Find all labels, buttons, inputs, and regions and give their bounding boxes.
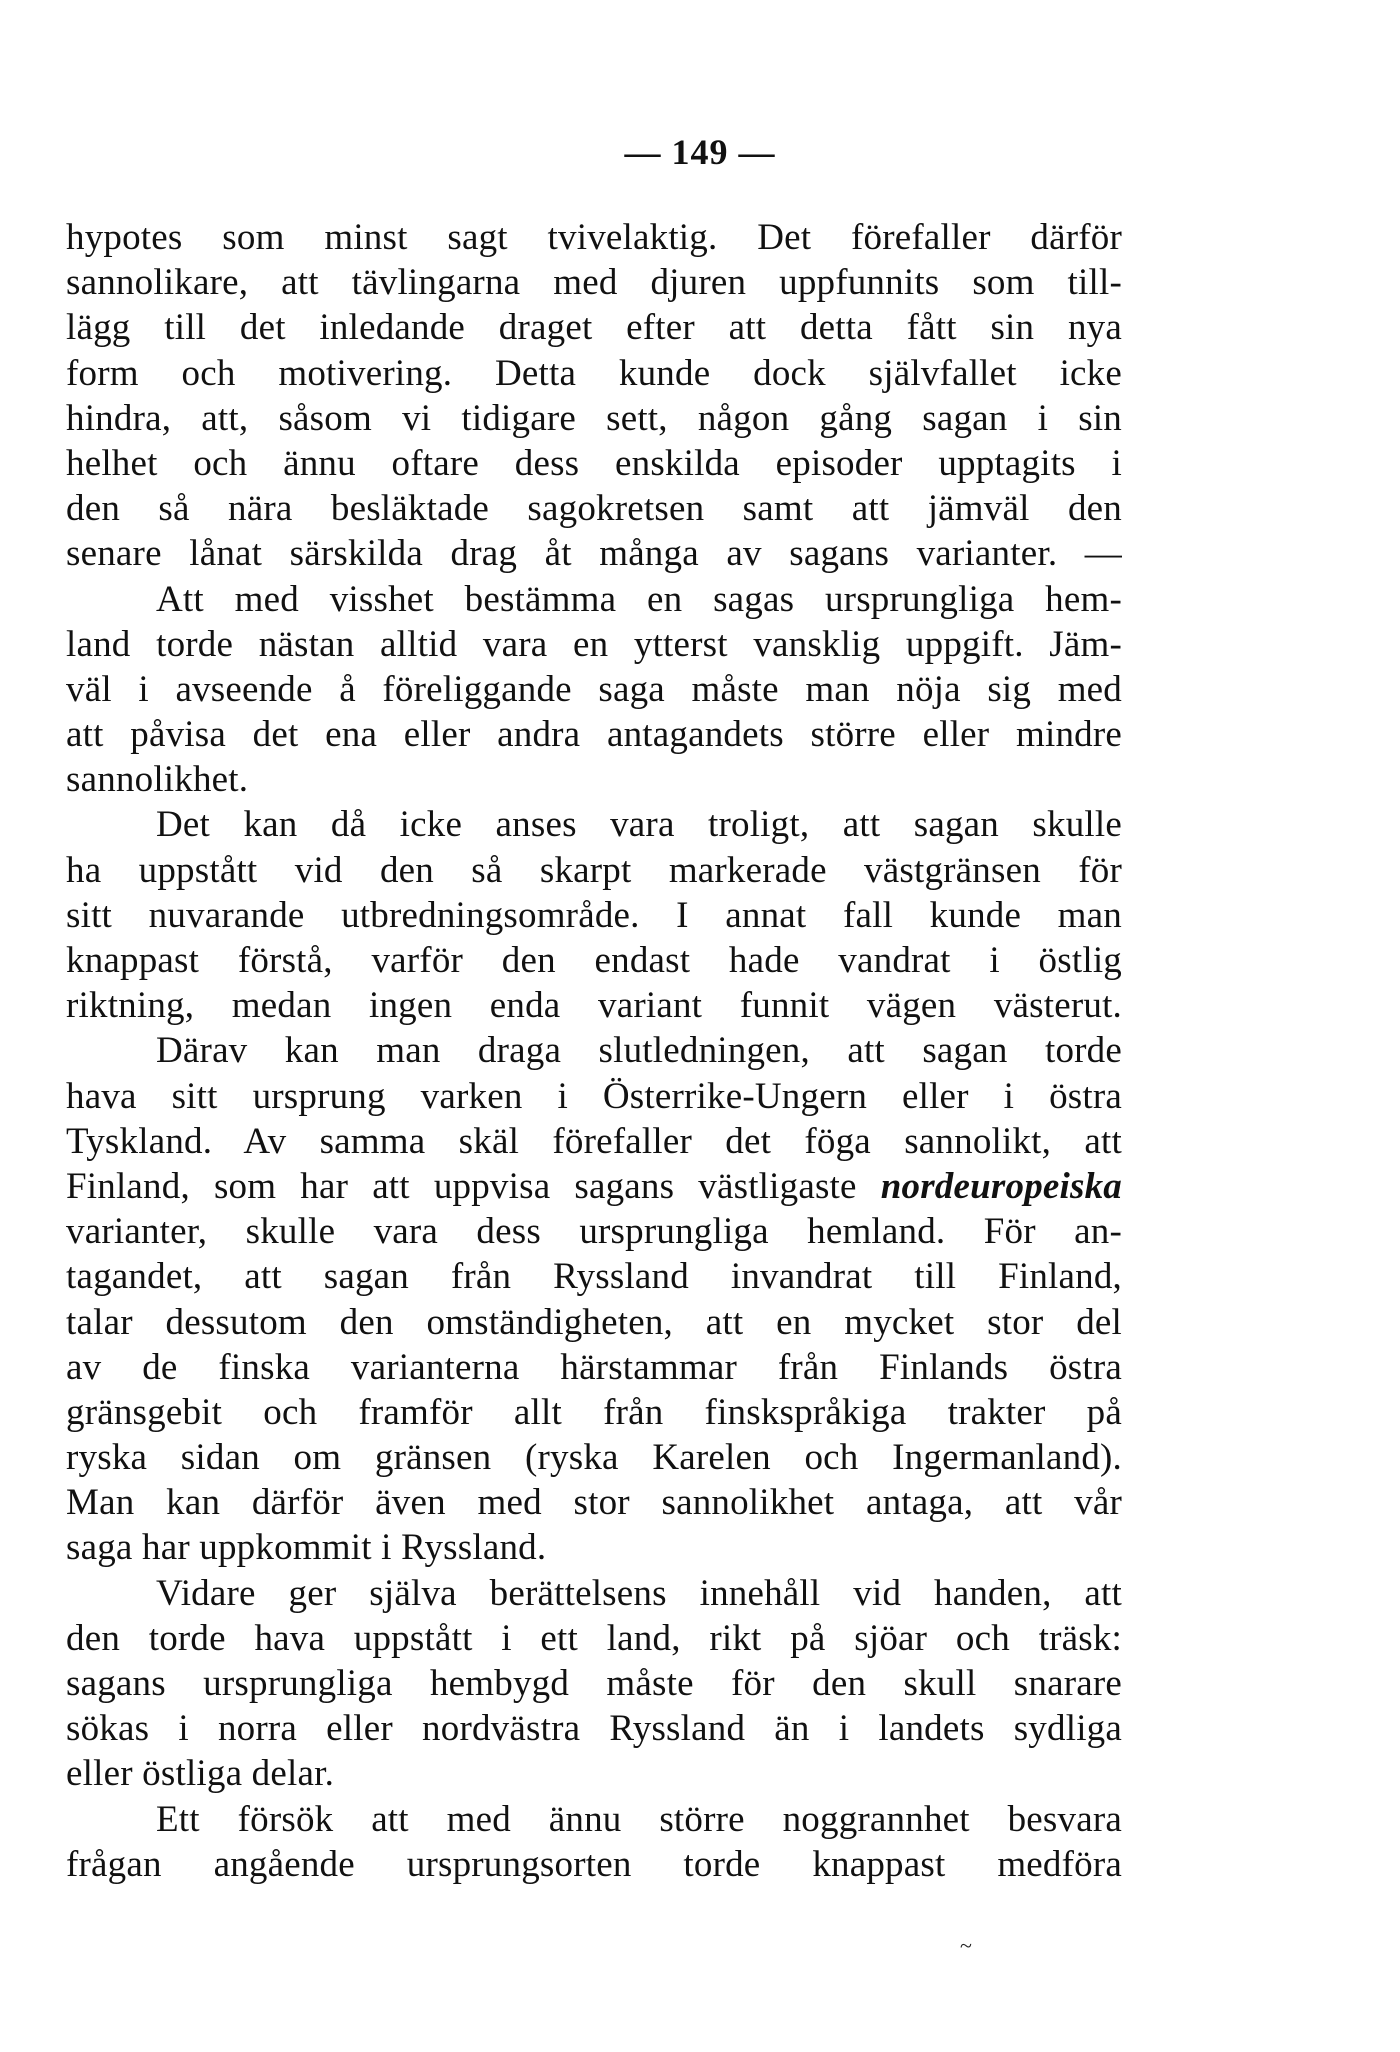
text-line: väl i avseende å föreliggande saga måste man nöja sig med (66, 668, 1122, 710)
text-line: den så nära besläktade sagokretsen samt att jämväl den (66, 488, 1122, 530)
text-line: helhet och ännu oftare dess enskilda episoder upptagits i (66, 442, 1122, 484)
paragraph-first-line: Det kan då icke anses vara troligt, att sagan skulle (156, 804, 1122, 846)
text-line: hindra, att, såsom vi tidigare sett, någon gång sagan i sin (66, 397, 1122, 439)
text-line: sannolikare, att tävlingarna med djuren uppfunnits som till- (66, 262, 1122, 304)
italic-term: nordeuropeiska (880, 1165, 1123, 1207)
paragraph-first-line: Därav kan man draga slutledningen, att sagan torde (156, 1030, 1122, 1072)
text-line: sagans ursprungliga hembygd måste för den skull snarare (66, 1663, 1122, 1704)
body-text (66, 215, 1122, 1887)
text-line: form och motivering. Detta kunde dock självfallet icke (66, 352, 1122, 394)
text-line: hava sitt ursprung varken i Österrike-Ungern eller i östra (66, 1075, 1122, 1117)
text-segment: Finland, som har att uppvisa sagans västligaste (66, 1165, 857, 1207)
text-line: varianter, skulle vara dess ursprungliga hemland. För an- (66, 1211, 1122, 1253)
paragraph-last-line: sannolikhet. (66, 759, 249, 801)
text-line-with-italic (66, 1164, 1122, 1209)
text-line: att påvisa det ena eller andra antagandets större eller mindre (66, 714, 1122, 756)
paragraph-first-line: Att med visshet bestämma en sagas ursprungliga hem- (156, 578, 1122, 620)
text-line: av de finska varianterna härstammar från Finlands östra (66, 1346, 1122, 1388)
text-line: frågan angående ursprungsorten torde knappast medföra (66, 1843, 1122, 1885)
text-line: senare lånat särskilda drag åt många av sagans varianter. — (66, 533, 1122, 575)
text-line: land torde nästan alltid vara en ytterst vansklig uppgift. Jäm- (66, 623, 1122, 665)
text-line: sökas i norra eller nordvästra Ryssland än i landets sydliga (66, 1708, 1122, 1750)
paragraph-last-line: saga har uppkommit i Ryssland. (66, 1527, 547, 1569)
text-line: Man kan därför även med stor sannolikhet antaga, att vår (66, 1482, 1122, 1524)
text-line: knappast förstå, varför den endast hade vandrat i östlig (66, 940, 1122, 981)
paragraph-first-line: Vidare ger själva berättelsens innehåll vid handen, att (156, 1572, 1122, 1614)
text-line: sitt nuvarande utbredningsområde. I annat fall kunde man (66, 894, 1122, 936)
text-line: riktning, medan ingen enda variant funnit vägen västerut. (66, 985, 1122, 1027)
text-line: den torde hava uppstått i ett land, rikt på sjöar och träsk: (66, 1617, 1122, 1659)
text-line: gränsgebit och framför allt från finskspråkiga trakter på (66, 1391, 1122, 1433)
paragraph-last-line: eller östliga delar. (66, 1753, 335, 1795)
print-mark: ~ (960, 1933, 972, 1958)
text-line: hypotes som minst sagt tvivelaktig. Det förefaller därför (66, 217, 1122, 258)
text-line: lägg till det inledande draget efter att detta fått sin nya (66, 307, 1122, 349)
page-number: — 149 — (624, 132, 776, 172)
text-line: tagandet, att sagan från Ryssland invandrat till Finland, (66, 1256, 1122, 1298)
paragraph-first-line: Ett försök att med ännu större noggrannhet besvara (156, 1798, 1122, 1840)
text-line: Tyskland. Av samma skäl förefaller det föga sannolikt, att (66, 1120, 1122, 1162)
text-line: ryska sidan om gränsen (ryska Karelen och Ingermanland). (66, 1437, 1122, 1479)
text-line: ha uppstått vid den så skarpt markerade västgränsen för (66, 849, 1122, 891)
text-line: talar dessutom den omständigheten, att en mycket stor del (66, 1301, 1122, 1343)
